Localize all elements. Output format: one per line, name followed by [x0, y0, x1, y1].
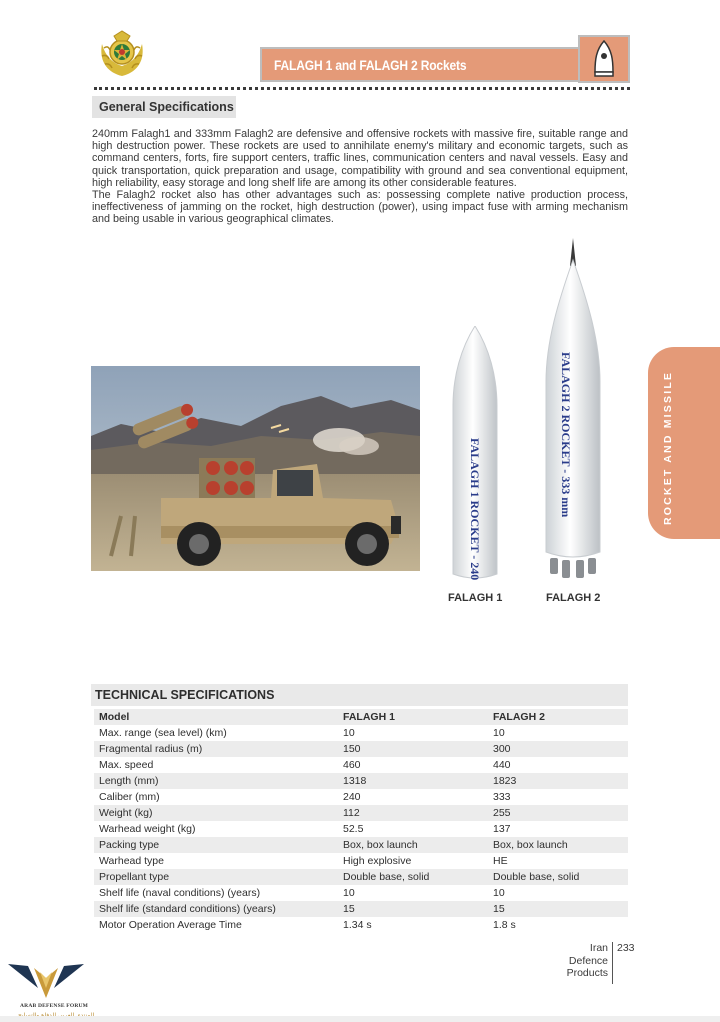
- table-cell: 1.34 s: [343, 919, 372, 931]
- table-row: [94, 821, 628, 837]
- table-cell: High explosive: [343, 855, 412, 867]
- table-cell: Weight (kg): [94, 805, 338, 821]
- forum-watermark-logo-icon: [4, 958, 88, 1020]
- watermark-text: ARAB DEFENSE FORUM: [20, 1003, 89, 1009]
- table-row: [94, 869, 628, 885]
- table-cell: 300: [488, 741, 628, 757]
- table-cell: 1318: [338, 773, 488, 789]
- footer-brand-line: Defence: [568, 954, 608, 967]
- page-number: 233: [617, 942, 635, 954]
- side-tab-label: ROCKET AND MISSILE: [662, 370, 674, 525]
- falagh-2-caption: FALAGH 2: [546, 592, 601, 604]
- rocket-2-body-label: FALAGH 2 ROCKET - 333 mm: [559, 352, 573, 518]
- table-cell: 150: [338, 741, 488, 757]
- table-cell: 10: [493, 887, 505, 899]
- description-paragraph-2: The Falagh2 rocket also has other advantages such as: possessing complete native production process, ineffectiveness of jamming on the rocket, high destruction (power), using impact fuse with arming mechanism and being usable in various geographical climates.: [92, 189, 628, 226]
- table-cell: Propellant type: [94, 869, 338, 885]
- rocket-launcher-truck-photo: [91, 366, 420, 571]
- footer-brand-line: Products: [566, 967, 608, 979]
- footer-brand-line: Iran: [589, 942, 608, 954]
- table-cell: 460: [343, 759, 361, 771]
- bottom-strip: [0, 1016, 720, 1022]
- falagh-2-rocket-image: [540, 232, 606, 584]
- table-cell: 1823: [488, 773, 628, 789]
- falagh-1-rocket-image: [449, 326, 501, 582]
- table-cell: Double base, solid: [338, 869, 488, 885]
- table-cell: Packing type: [94, 837, 338, 853]
- column-header: Model: [94, 709, 338, 725]
- footer-brand: [556, 942, 608, 980]
- table-cell: HE: [493, 855, 508, 867]
- table-cell: 10: [343, 727, 355, 739]
- table-cell: Shelf life (naval conditions) (years): [99, 887, 261, 899]
- table-cell: Shelf life (standard conditions) (years): [94, 901, 338, 917]
- table-cell: 10: [493, 727, 505, 739]
- table-cell: Caliber (mm): [99, 791, 160, 803]
- table-cell: Fragmental radius (m): [94, 741, 338, 757]
- table-cell: Max. range (sea level) (km): [99, 727, 227, 739]
- technical-specifications-heading: TECHNICAL SPECIFICATIONS: [91, 684, 628, 706]
- table-cell: Warhead weight (kg): [99, 823, 196, 835]
- title-icon-box: [578, 35, 630, 83]
- table-row: [94, 741, 628, 757]
- falagh-1-caption: FALAGH 1: [448, 592, 503, 604]
- table-row: [94, 885, 628, 901]
- table-cell: 10: [343, 887, 355, 899]
- table-cell: Length (mm): [94, 773, 338, 789]
- table-cell: Max. speed: [99, 759, 154, 771]
- table-cell: 240: [343, 791, 361, 803]
- table-row: [94, 901, 628, 917]
- table-row: [94, 757, 628, 773]
- table-cell: 15: [338, 901, 488, 917]
- general-description: [92, 128, 628, 226]
- footer-separator: [612, 942, 613, 984]
- table-cell: 137: [493, 823, 511, 835]
- table-row: [94, 853, 628, 869]
- table-cell: Motor Operation Average Time: [99, 919, 242, 931]
- table-cell: 333: [493, 791, 511, 803]
- table-cell: 112: [338, 805, 488, 821]
- table-cell: 15: [488, 901, 628, 917]
- column-header: FALAGH 1: [338, 709, 488, 725]
- table-row: [94, 773, 628, 789]
- section-side-tab: [648, 347, 720, 539]
- table-row: [94, 917, 628, 933]
- table-cell: Double base, solid: [488, 869, 628, 885]
- table-row: [94, 805, 628, 821]
- page-title-bar: [260, 47, 578, 82]
- table-cell: Box, box launch: [488, 837, 628, 853]
- table-row: [94, 725, 628, 741]
- page-title: FALAGH 1 and FALAGH 2 Rockets: [274, 56, 467, 73]
- table-row: [94, 837, 628, 853]
- description-paragraph-1: 240mm Falagh1 and 333mm Falagh2 are defensive and offensive rockets with massive fire, suitable range and high destruction power. These rockets are used to annihilate enemy's military and economic targets, such as command centers, forts, fire support centers, traffic lines, communication centers and naval vessels. Easy and quick transportation, quick preparation and usage, compatibility with ground and sea conventional equipment, high reliability, easy storage and long shelf life are among its other considerable features.: [92, 128, 628, 189]
- header-divider: [94, 87, 630, 90]
- rocket-1-body-label: FALAGH 1 ROCKET - 240 mm: [468, 438, 482, 582]
- table-cell: Warhead type: [99, 855, 164, 867]
- table-header-row: [94, 709, 628, 725]
- army-emblem-icon: [96, 28, 148, 80]
- table-row: [94, 789, 628, 805]
- column-header: FALAGH 2: [488, 709, 628, 725]
- technical-specifications-table: [94, 709, 628, 933]
- table-cell: 440: [493, 759, 511, 771]
- table-cell: 1.8 s: [493, 919, 516, 931]
- table-cell: 255: [488, 805, 628, 821]
- table-cell: 52.5: [343, 823, 364, 835]
- table-cell: Box, box launch: [338, 837, 488, 853]
- general-specifications-heading: General Specifications: [92, 96, 236, 118]
- rocket-warhead-icon: [584, 38, 624, 80]
